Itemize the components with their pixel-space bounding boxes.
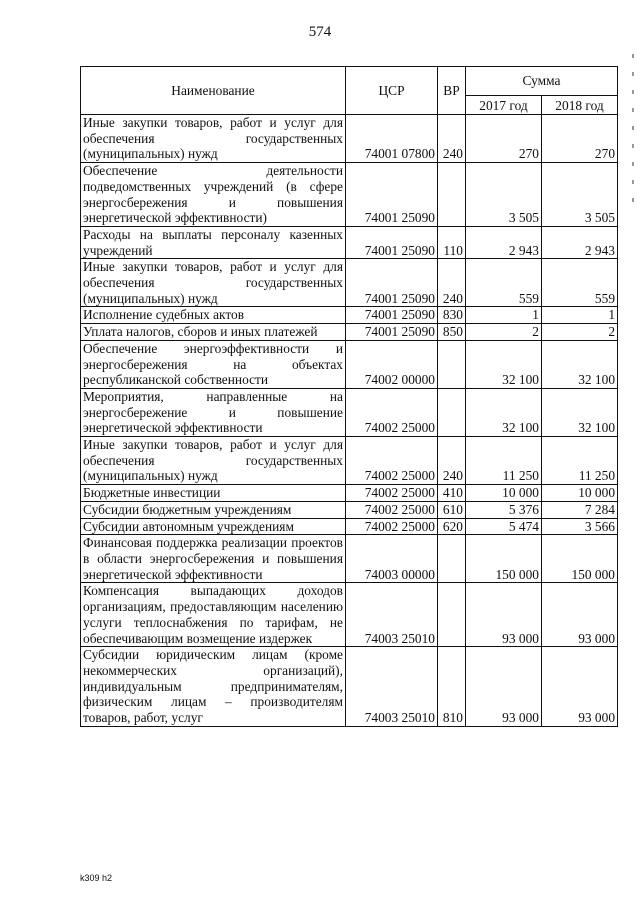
row-vr: 830: [438, 307, 466, 324]
row-sum-2018: 559: [542, 259, 618, 307]
row-csr: 74002 25000: [346, 437, 438, 485]
row-name: Расходы на выплаты персоналу казенных учреждений: [81, 226, 346, 258]
row-sum-2018: 11 250: [542, 437, 618, 485]
row-name: Бюджетные инвестиции: [81, 485, 346, 502]
row-vr: [438, 163, 466, 227]
row-name: Мероприятия, направленные на энергосбережение и повышение энергетической эффективности: [81, 388, 346, 436]
header-name: Наименование: [81, 67, 346, 115]
row-vr: 110: [438, 226, 466, 258]
row-csr: 74003 25010: [346, 647, 438, 727]
table-row: [81, 485, 618, 502]
row-sum-2017: 5 474: [466, 518, 542, 535]
row-name: Субсидии бюджетным учреждениям: [81, 501, 346, 518]
table-row: [81, 518, 618, 535]
row-name: Субсидии автономным учреждениям: [81, 518, 346, 535]
row-sum-2018: 93 000: [542, 647, 618, 727]
table-row: [81, 324, 618, 341]
row-sum-2017: 2: [466, 324, 542, 341]
row-sum-2018: 2: [542, 324, 618, 341]
row-csr: 74001 25090: [346, 226, 438, 258]
row-sum-2018: 150 000: [542, 535, 618, 583]
row-vr: 850: [438, 324, 466, 341]
row-vr: 240: [438, 115, 466, 163]
row-csr: 74003 25010: [346, 583, 438, 647]
row-csr: 74001 25090: [346, 163, 438, 227]
row-sum-2017: 5 376: [466, 501, 542, 518]
row-name: Иные закупки товаров, работ и услуг для обеспечения государственных (муниципальных) нужд: [81, 115, 346, 163]
row-sum-2018: 10 000: [542, 485, 618, 502]
row-sum-2017: 93 000: [466, 583, 542, 647]
row-csr: 74001 25090: [346, 307, 438, 324]
row-name: Финансовая поддержка реализации проектов в области энергосбережения и повышения энергетической эффективности: [81, 535, 346, 583]
scan-edge-marks: [630, 40, 636, 300]
row-sum-2018: 93 000: [542, 583, 618, 647]
row-name: Субсидии юридическим лицам (кроме некоммерческих организаций), индивидуальным предпринимателям, физическим лицам – производителям товаров, работ, услуг: [81, 647, 346, 727]
row-vr: 240: [438, 437, 466, 485]
row-sum-2017: 10 000: [466, 485, 542, 502]
row-csr: 74001 07800: [346, 115, 438, 163]
row-csr: 74001 25090: [346, 259, 438, 307]
table-row: [81, 388, 618, 436]
table-row: [81, 340, 618, 388]
row-sum-2017: 559: [466, 259, 542, 307]
row-sum-2018: 3 505: [542, 163, 618, 227]
header-sum: Сумма: [466, 67, 618, 96]
table-row: [81, 226, 618, 258]
row-vr: 610: [438, 501, 466, 518]
row-name: Обеспечение деятельности подведомственных учреждений (в сфере энергосбережения и повышения энергетической эффективности): [81, 163, 346, 227]
row-sum-2017: 270: [466, 115, 542, 163]
row-csr: 74002 00000: [346, 340, 438, 388]
row-csr: 74001 25090: [346, 324, 438, 341]
row-sum-2017: 2 943: [466, 226, 542, 258]
row-vr: 240: [438, 259, 466, 307]
footer-code: k309 h2: [80, 873, 113, 883]
row-vr: [438, 535, 466, 583]
row-name: Иные закупки товаров, работ и услуг для обеспечения государственных (муниципальных) нужд: [81, 437, 346, 485]
row-sum-2017: 1: [466, 307, 542, 324]
header-vr: ВР: [438, 67, 466, 115]
row-vr: [438, 388, 466, 436]
budget-table: [80, 66, 618, 727]
row-vr: [438, 340, 466, 388]
table-row: [81, 647, 618, 727]
row-csr: 74002 25000: [346, 485, 438, 502]
row-sum-2017: 93 000: [466, 647, 542, 727]
row-name: Уплата налогов, сборов и иных платежей: [81, 324, 346, 341]
row-name: Иные закупки товаров, работ и услуг для обеспечения государственных (муниципальных) нужд: [81, 259, 346, 307]
row-sum-2017: 11 250: [466, 437, 542, 485]
row-sum-2017: 32 100: [466, 388, 542, 436]
page-number: 574: [308, 24, 332, 40]
table-row: [81, 115, 618, 163]
row-name: Обеспечение энергоэффективности и энергосбережения на объектах республиканской собственности: [81, 340, 346, 388]
header-csr: ЦСР: [346, 67, 438, 115]
row-name: Исполнение судебных актов: [81, 307, 346, 324]
row-sum-2017: 150 000: [466, 535, 542, 583]
row-vr: 620: [438, 518, 466, 535]
row-vr: [438, 583, 466, 647]
row-vr: 410: [438, 485, 466, 502]
table-row: [81, 307, 618, 324]
table-row: [81, 535, 618, 583]
table-row: [81, 583, 618, 647]
table-row: [81, 259, 618, 307]
row-csr: 74003 00000: [346, 535, 438, 583]
row-sum-2017: 3 505: [466, 163, 542, 227]
table-row: [81, 437, 618, 485]
row-sum-2018: 1: [542, 307, 618, 324]
table-row: [81, 501, 618, 518]
row-name: Компенсация выпадающих доходов организациям, предоставляющим населению услуги теплоснабжения по тарифам, не обеспечивающим возмещение издержек: [81, 583, 346, 647]
row-sum-2017: 32 100: [466, 340, 542, 388]
row-vr: 810: [438, 647, 466, 727]
table-row: [81, 163, 618, 227]
row-sum-2018: 7 284: [542, 501, 618, 518]
row-sum-2018: 2 943: [542, 226, 618, 258]
row-sum-2018: 32 100: [542, 388, 618, 436]
row-sum-2018: 3 566: [542, 518, 618, 535]
header-year-2018: 2018 год: [542, 96, 618, 115]
row-csr: 74002 25000: [346, 388, 438, 436]
row-csr: 74002 25000: [346, 518, 438, 535]
row-csr: 74002 25000: [346, 501, 438, 518]
header-year-2017: 2017 год: [466, 96, 542, 115]
row-sum-2018: 32 100: [542, 340, 618, 388]
row-sum-2018: 270: [542, 115, 618, 163]
